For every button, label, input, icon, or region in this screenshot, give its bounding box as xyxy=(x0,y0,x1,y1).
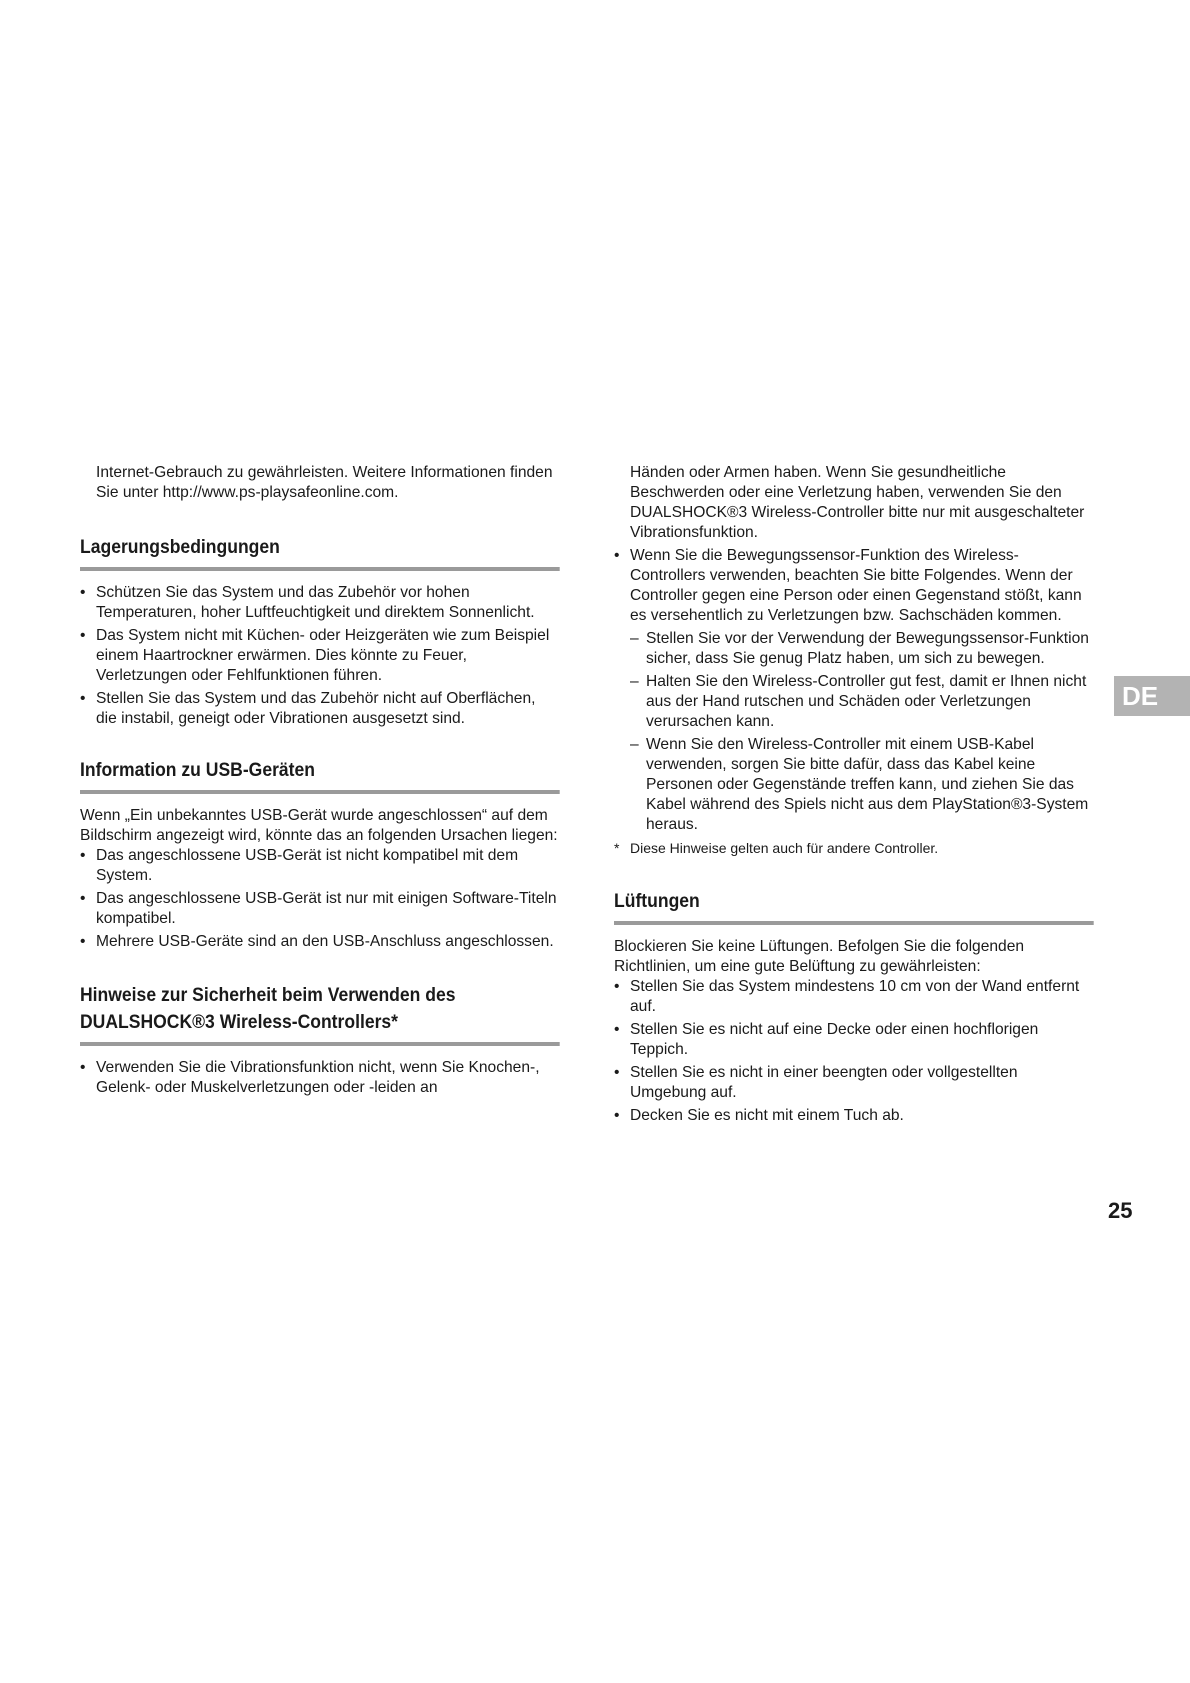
page-number: 25 xyxy=(1108,1198,1133,1223)
usb-intro: Wenn „Ein unbekanntes USB-Gerät wurde angeschlossen“ auf dem Bildschirm angezeigt wird, könnte das an folgenden Ursachen liegen: xyxy=(80,807,558,844)
safety-heading-line1: Hinweise zur Sicherheit beim Verwenden des xyxy=(80,984,456,1006)
storage-heading: Lagerungsbedingungen xyxy=(80,534,560,571)
usb-heading: Information zu USB-Geräten xyxy=(80,757,560,794)
list-item: • Stellen Sie das System mindestens 10 cm von der Wand entfernt auf. xyxy=(614,977,1094,1017)
list-item: • Stellen Sie es nicht auf eine Decke oder einen hochflorigen Teppich. xyxy=(614,1020,1094,1060)
left-column xyxy=(80,463,560,1101)
sub-list-item: – Stellen Sie vor der Verwendung der Bewegungssensor-Funktion sicher, dass Sie genug Platz haben, um sich zu bewegen. xyxy=(614,629,1094,669)
footnote-mark: * xyxy=(614,840,620,856)
list-item: • Decken Sie es nicht mit einem Tuch ab. xyxy=(614,1106,1094,1126)
list-item: • Mehrere USB-Geräte sind an den USB-Anschluss angeschlossen. xyxy=(80,932,560,952)
list-item: • Wenn Sie die Bewegungssensor-Funktion des Wireless-Controllers verwenden, beachten Sie bitte Folgendes. Wenn der Controller gegen eine Person oder einen Gegenstand stößt, kann es versehentlich zu Verletzungen bzw. Sachschäden kommen. xyxy=(614,546,1094,626)
safety-heading xyxy=(80,982,560,1046)
vent-heading: Lüftungen xyxy=(614,888,1094,925)
safety-list xyxy=(80,1058,560,1098)
right-column xyxy=(614,463,1094,1129)
list-item: • Das angeschlossene USB-Gerät ist nicht kompatibel mit dem System. xyxy=(80,846,560,886)
list-item: • Schützen Sie das System und das Zubehör vor hohen Temperaturen, hoher Luftfeuchtigkeit und direktem Sonnenlicht. xyxy=(80,583,560,623)
usb-list xyxy=(80,846,560,952)
list-item: • Das angeschlossene USB-Gerät ist nur mit einigen Software-Titeln kompatibel. xyxy=(80,889,560,929)
footnote-text: Diese Hinweise gelten auch für andere Controller. xyxy=(630,840,939,856)
list-item: • Das System nicht mit Küchen- oder Heizgeräten wie zum Beispiel einem Haartrockner erwärmen. Dies könnte zu Feuer, Verletzungen oder Fehlfunktionen führen. xyxy=(80,626,560,686)
vent-intro: Blockieren Sie keine Lüftungen. Befolgen Sie die folgenden Richtlinien, um eine gute Belüftung zu gewährleisten: xyxy=(614,938,1025,975)
vent-list xyxy=(614,977,1094,1126)
intro-paragraph: Internet-Gebrauch zu gewährleisten. Weitere Informationen finden Sie unter http://www.ps-playsafeonline.com. xyxy=(96,464,553,501)
language-tab: DE xyxy=(1114,676,1190,716)
list-item: • Stellen Sie das System und das Zubehör nicht auf Oberflächen, die instabil, geneigt oder Vibrationen ausgesetzt sind. xyxy=(80,689,560,729)
sub-list-item: – Halten Sie den Wireless-Controller gut fest, damit er Ihnen nicht aus der Hand rutschen und Schäden oder Verletzungen verursachen kann. xyxy=(614,672,1094,732)
sub-list-item: – Wenn Sie den Wireless-Controller mit einem USB-Kabel verwenden, sorgen Sie bitte dafür, dass das Kabel keine Personen oder Gegenstände treffen kann, und ziehen Sie das Kabel während des Spiels nicht aus dem PlayStation®3-System heraus. xyxy=(614,735,1094,835)
footnote xyxy=(614,838,1094,858)
storage-list xyxy=(80,583,560,729)
safety-heading-line2: DUALSHOCK®3 Wireless-Controllers* xyxy=(80,1011,399,1033)
list-item: • Stellen Sie es nicht in einer beengten oder vollgestellten Umgebung auf. xyxy=(614,1063,1094,1103)
motion-list xyxy=(614,546,1094,835)
list-item: • Verwenden Sie die Vibrationsfunktion nicht, wenn Sie Knochen-, Gelenk- oder Muskelverletzungen oder -leiden an xyxy=(80,1058,560,1098)
continuation-paragraph: Händen oder Armen haben. Wenn Sie gesundheitliche Beschwerden oder eine Verletzung haben, verwenden Sie den DUALSHOCK®3 Wireless-Controller bitte nur mit ausgeschalteter Vibrationsfunktion. xyxy=(630,464,1085,541)
